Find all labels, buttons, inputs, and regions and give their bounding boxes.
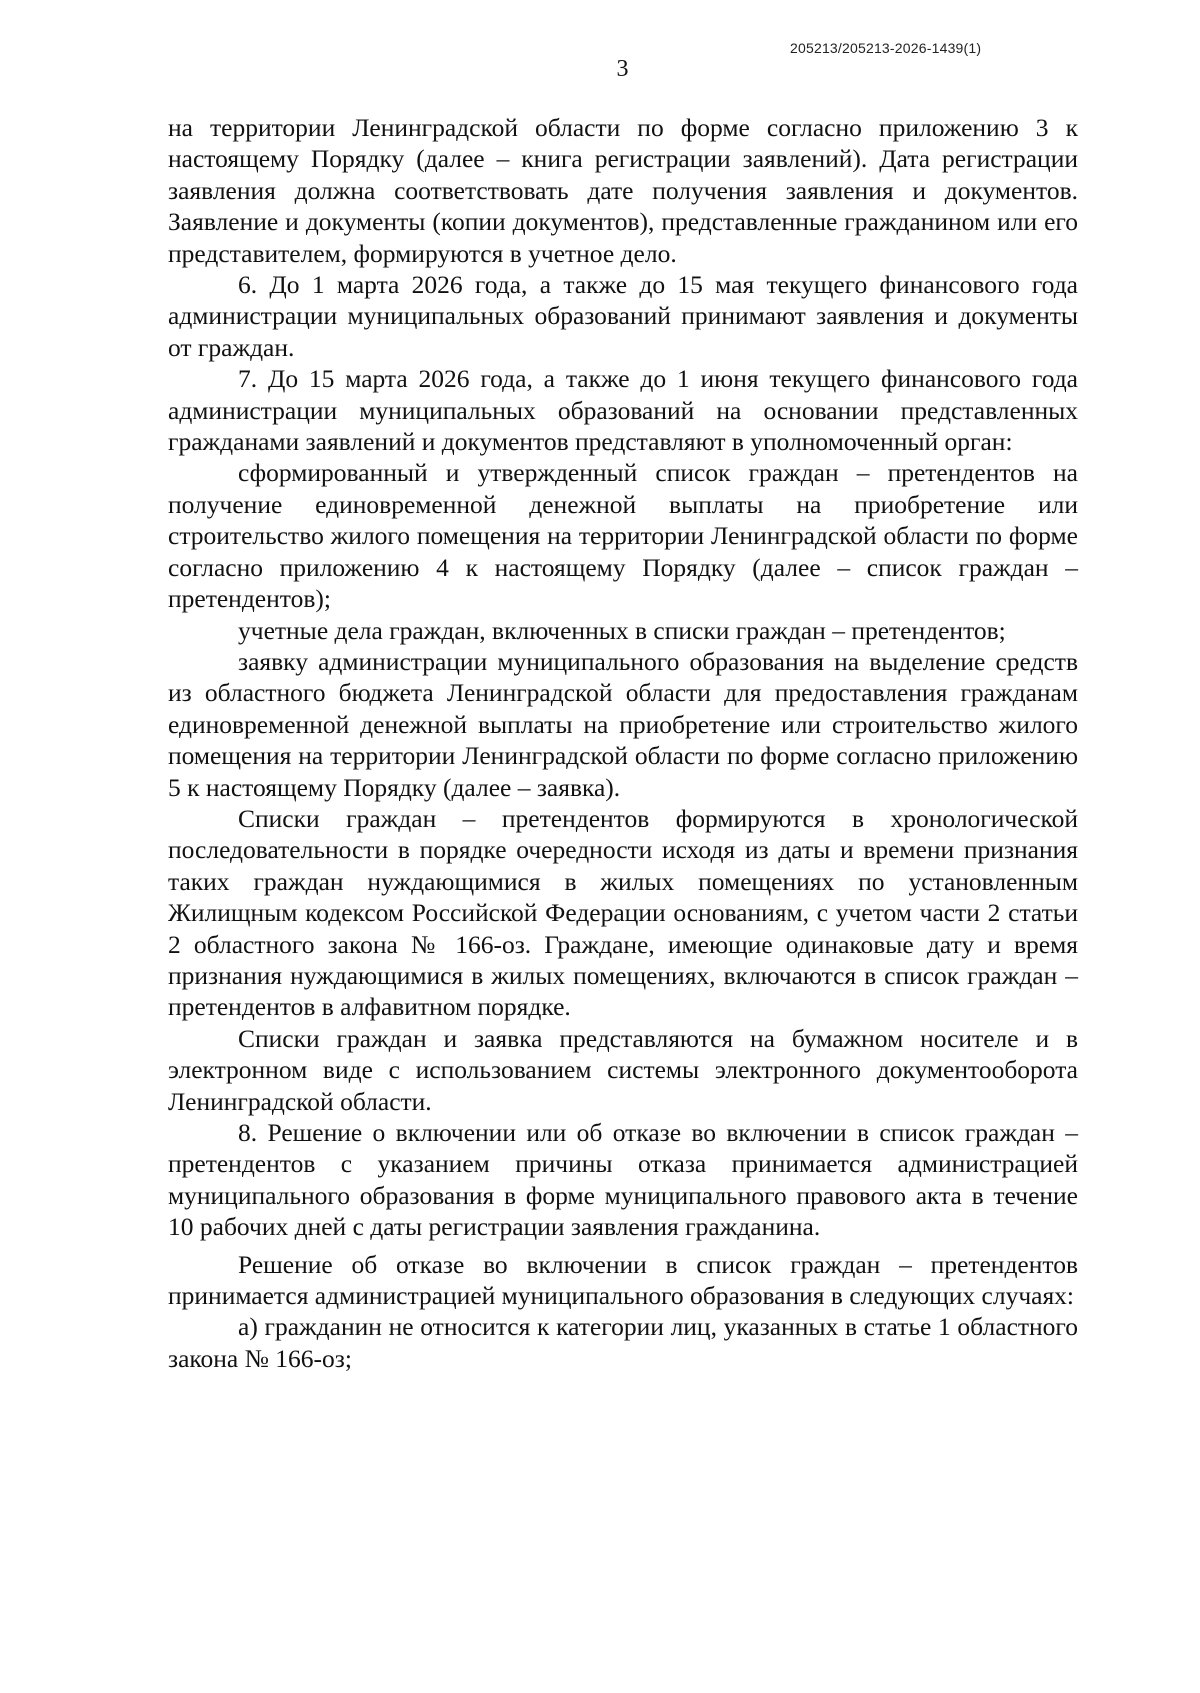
- paragraph-11: а) гражданин не относится к категории лиц, указанных в статье 1 областного закона № 166-оз;: [168, 1312, 1078, 1373]
- paragraph-10: Решение об отказе во включении в список граждан – претендентов принимается администрацией муниципального образования в следующих случаях:: [168, 1249, 1078, 1311]
- paragraph-9: 8. Решение о включении или об отказе во включении в список граждан – претендентов с указанием причины отказа принимается администрацией муниципального образования в форме муниципального правового акта в течение 10 рабочих дней с даты регистрации заявления гражданина.: [168, 1118, 1078, 1242]
- document-body: [168, 112, 1078, 1374]
- paragraph-4: сформированный и утвержденный список граждан – претендентов на получение единовременной денежной выплаты на приобретение или строительство жилого помещения на территории Ленинградской области по форме согласно приложению 4 к настоящему Порядку (далее – список граждан – претендентов);: [168, 458, 1078, 614]
- paragraph-7: Списки граждан – претендентов формируются в хронологической последовательности в порядке очередности исходя из даты и времени признания таких граждан нуждающимися в жилых помещениях по установленным Жилищным кодексом Российской Федерации основаниям, с учетом части 2 статьи 2 областного закона № 166-оз. Граждане, имеющие одинаковые дату и время признания нуждающимися в жилых помещениях, включаются в список граждан – претендентов в алфавитном порядке.: [168, 803, 1078, 1022]
- document-id: 205213/205213-2026-1439(1): [790, 40, 982, 56]
- paragraph-6: заявку администрации муниципального образования на выделение средств из областного бюджета Ленинградской области для предоставления гражданам единовременной денежной выплаты на приобретение или строительство жилого помещения на территории Ленинградской области по форме согласно приложению 5 к настоящему Порядку (далее – заявка).: [168, 646, 1078, 802]
- paragraph-2: 6. До 1 марта 2026 года, а также до 15 мая текущего финансового года администрации муниципальных образований принимают заявления и документы от граждан.: [168, 270, 1078, 362]
- page-number: 3: [616, 56, 629, 82]
- paragraph-3: 7. До 15 марта 2026 года, а также до 1 июня текущего финансового года администрации муниципальных образований на основании представленных гражданами заявлений и документов представляют в уполномоченный орган:: [168, 364, 1078, 457]
- paragraph-8: Списки граждан и заявка представляются на бумажном носителе и в электронном виде с использованием системы электронного документооборота Ленинградской области.: [168, 1023, 1078, 1116]
- paragraph-1: на территории Ленинградской области по форме согласно приложению 3 к настоящему Порядку (далее – книга регистрации заявлений). Дата регистрации заявления должна соответствовать дате получения заявления и документов. Заявление и документы (копии документов), представленные гражданином или его представителем, формируются в учетное дело.: [168, 113, 1078, 268]
- paragraph-5: учетные дела граждан, включенных в списки граждан – претендентов;: [238, 615, 1006, 645]
